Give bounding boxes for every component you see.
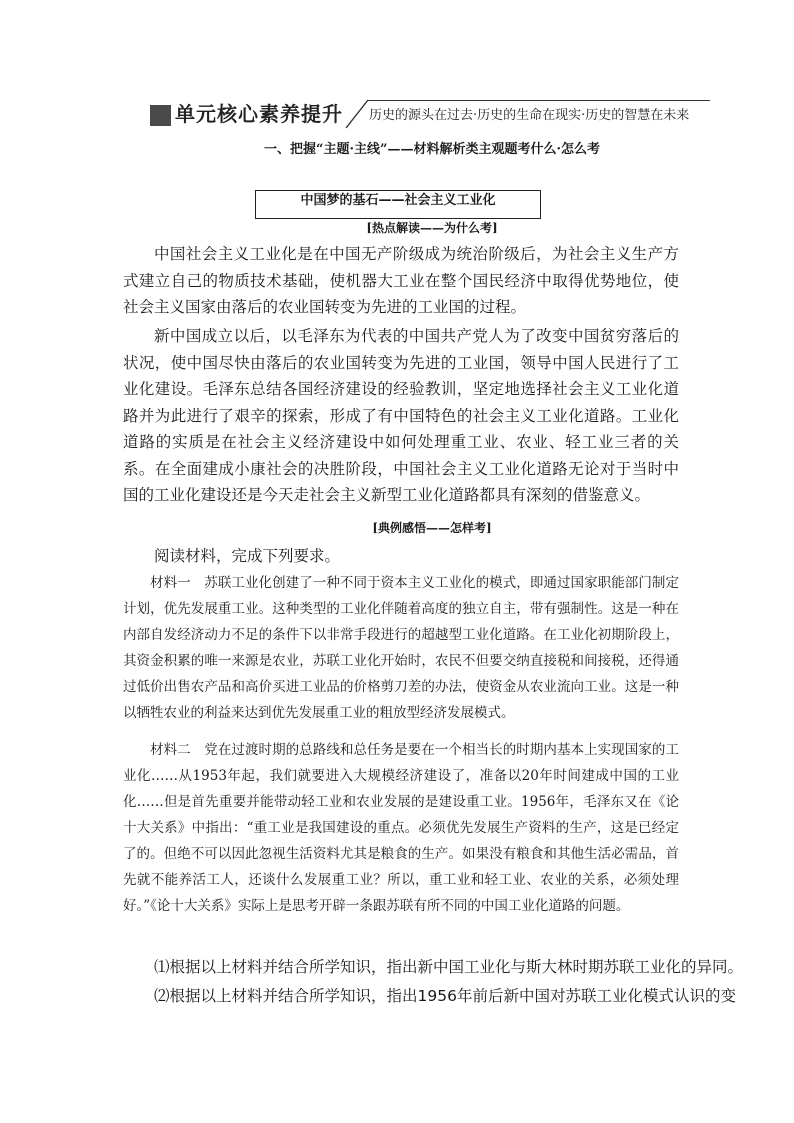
question-1: ⑴根据以上材料并结合所学知识，指出新中国工业化与斯大林时期苏联工业化的异同。 <box>154 958 744 976</box>
section-heading: 一、把握“主题·主线”——材料解析类主观题考什么·怎么考 <box>263 142 600 157</box>
question-2: ⑵根据以上材料并结合所学知识，指出1956年前后新中国对苏联工业化模式认识的变 <box>154 987 736 1005</box>
unit-motto: 历史的源头在过去·历史的生命在现实·历史的智慧在未来 <box>369 108 690 123</box>
banner-rule <box>368 100 710 101</box>
body-paragraph: 中国社会主义工业化是在中国无产阶级成为统治阶级后，为社会主义生产方式建立自己的物质技术基础，使机器大工业在整个国民经济中取得优势地位，使社会主义国家由落后的农业国转变为先进的工业国的过程。 <box>123 245 679 316</box>
material-two: 材料二 党在过渡时期的总路线和总任务是要在一个相当长的时期内基本上实现国家的工业化……从1953年起，我们就要进入大规模经济建设了，准备以20年时间建成中国的工业化……但是首先重要并能带动轻工业和农业发展的是建设重工业。1956年，毛泽东又在《论十大关系》中指出：“重工业是我国建设的重点。必须优先发展生产资料的生产，这是已经定了的。但绝不可以因此忽视生活资料尤其是粮食的生产。如果没有粮食和其他生活必需品，首先就不能养活工人，还谈什么发展重工业？所以，重工业和轻工业、农业的关系，必须处理好。”《论十大关系》实际上是思考开辟一条跟苏联有所不同的中国工业化道路的问题。 <box>123 742 679 914</box>
material-one: 材料一 苏联工业化创建了一种不同于资本主义工业化的模式，即通过国家职能部门制定计划，优先发展重工业。这种类型的工业化伴随着高度的独立自主，带有强制性。这是一种在内部自发经济动力不足的条件下以非常手段进行的超越型工业化道路。在工业化初期阶段上，其资金积累的唯一来源是农业，苏联工业化开始时，农民不但要交纳直接税和间接税，还得通过低价出售农产品和高价买进工业品的价格剪刀差的办法，使资金从农业流向工业。这是一种以牺牲农业的利益来达到优先发展重工业的粗放型经济发展模式。 <box>123 575 679 721</box>
square-bullet-icon <box>150 105 171 126</box>
body-paragraph: 新中国成立以后，以毛泽东为代表的中国共产党人为了改变中国贫穷落后的状况，使中国尽快由落后的农业国转变为先进的工业国，领导中国人民进行了工业化建设。毛泽东总结各国经济建设的经验教训，坚定地选择社会主义工业化道路并为此进行了艰辛的探索，形成了有中国特色的社会主义工业化道路。工业化道路的实质是在社会主义经济建设中如何处理重工业、农业、轻工业三者的关系。在全面建成小康社会的决胜阶段，中国社会主义工业化道路无论对于当时中国的工业化建设还是今天走社会主义新型工业化道路都具有深刻的借鉴意义。 <box>123 327 679 504</box>
unit-title: 单元核心素养提升 <box>175 102 343 126</box>
instruction-paragraph: 阅读材料，完成下列要求。 <box>154 547 341 565</box>
hot-point-subhead: [热点解读——为什么考] <box>366 221 498 235</box>
slash-divider-icon <box>342 99 372 129</box>
unit-banner <box>150 99 710 129</box>
example-subhead: [典例感悟——怎样考] <box>372 521 492 535</box>
theme-box: 中国梦的基石——社会主义工业化 <box>255 190 541 219</box>
